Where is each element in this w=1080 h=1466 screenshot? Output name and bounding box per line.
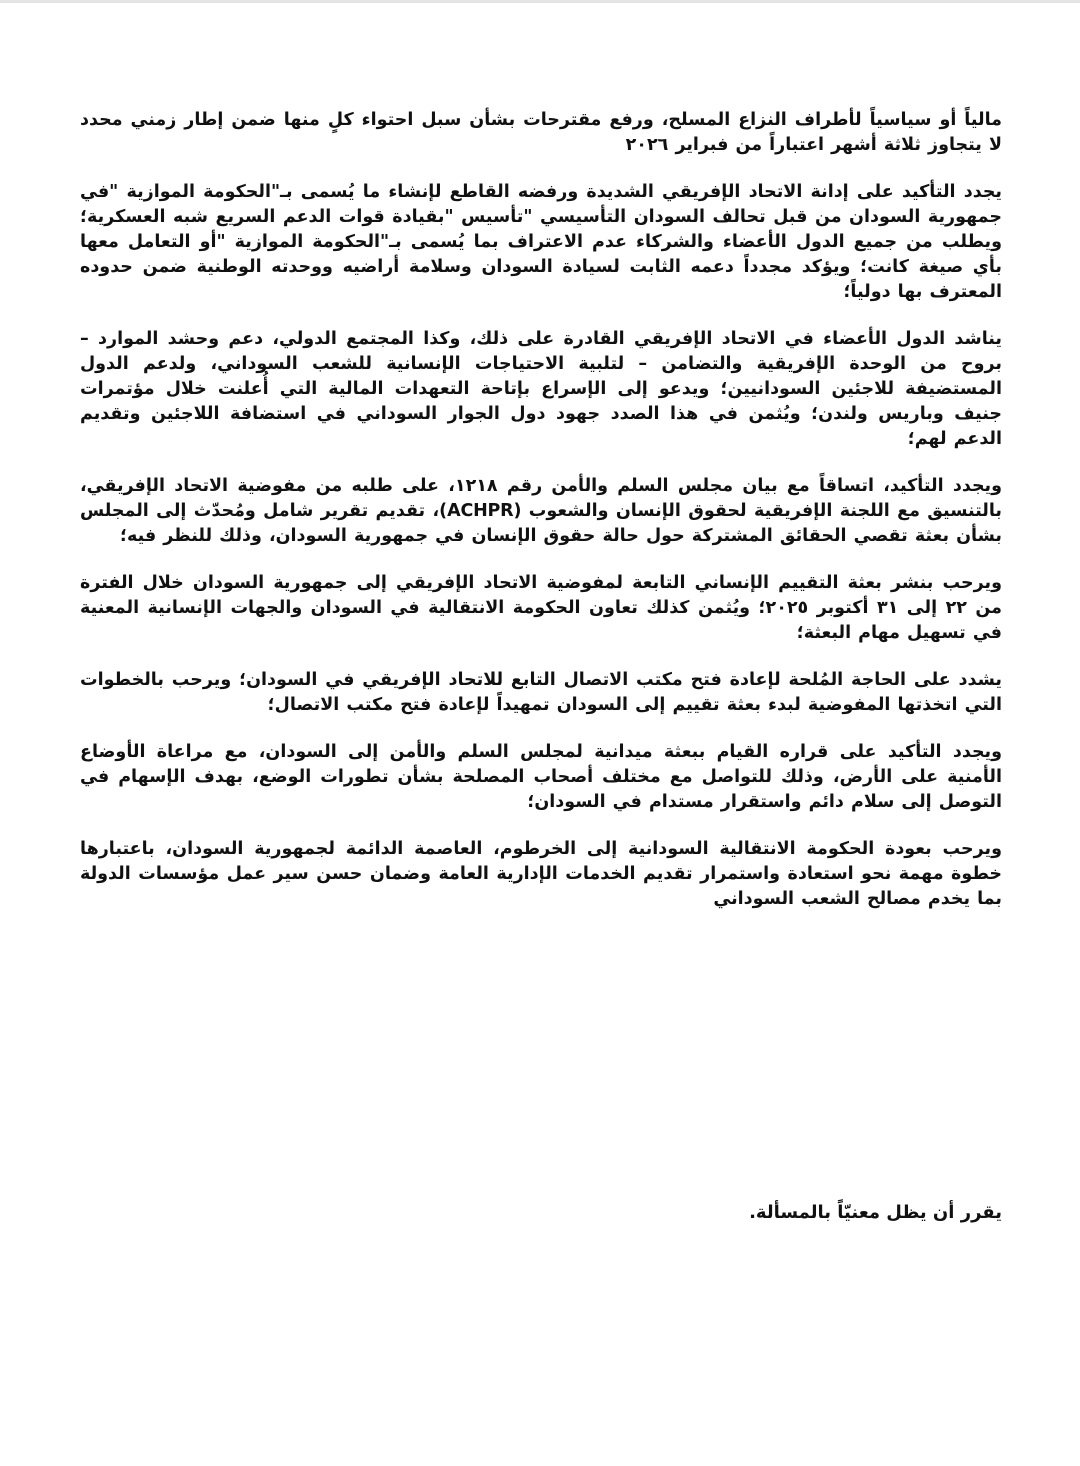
paragraph-field-mission: ويجدد التأكيد على قراره القيام ببعثة ميدانية لمجلس السلم والأمن إلى السودان، مع مراعاة الأوضاع الأمنية على الأرض، وذلك للتواصل مع مختلف أصحاب المصلحة بشأن تطورات الوضع، بهدف الإسهام في التوصل إلى سلام دائم واستقرار مستدام في السودان؛ [80, 742, 1002, 812]
paragraph-financial-political-support: مالياً أو سياسياً لأطراف النزاع المسلح، ورفع مقترحات بشأن سبل احتواء كلٍ منها ضمن إطار زمني محدد لا يتجاوز ثلاثة أشهر اعتباراً من فبراير ٢٠٢٦ [80, 110, 1002, 155]
paragraph-liaison-office: يشدد على الحاجة المُلحة لإعادة فتح مكتب الاتصال التابع للاتحاد الإفريقي في السودان؛ ويرحب بالخطوات التي اتخذتها المفوضية لبدء بعثة تقييم إلى السودان تمهيداً لإعادة فتح مكتب الاتصال؛ [80, 670, 1002, 715]
closing-decision: يقرر أن يظل معنيّاً بالمسألة. [749, 1202, 1002, 1223]
paragraph-humanitarian-appeal: يناشد الدول الأعضاء في الاتحاد الإفريقي القادرة على ذلك، وكذا المجتمع الدولي، دعم وحشد الموارد – بروح من الوحدة الإفريقية والتضامن – لتلبية الاحتياجات الإنسانية للشعب السوداني، ولدعم الدول المستضيفة للاجئين السودانيين؛ ويدعو إلى الإسراع بإتاحة التعهدات المالية التي أُعلنت خلال مؤتمرات جنيف وباريس ولندن؛ ويُثمن في هذا الصدد جهود دول الجوار السوداني في استضافة اللاجئين وتقديم الدعم لهم؛ [80, 329, 1002, 449]
paragraph-parallel-government-condemnation: يجدد التأكيد على إدانة الاتحاد الإفريقي الشديدة ورفضه القاطع لإنشاء ما يُسمى بـ"الحكومة الموازية "في جمهورية السودان من قبل تحالف السودان التأسيسي "تأسيس "بقيادة قوات الدعم السريع شبه العسكرية؛ ويطلب من جميع الدول الأعضاء والشركاء عدم الاعتراف بما يُسمى بـ"الحكومة الموازية "أو التعامل معها بأي صيغة كانت؛ ويؤكد مجدداً دعمه الثابت لسيادة السودان وسلامة أراضيه ووحدته الوطنية ضمن حدوده المعترف بها دولياً؛ [80, 182, 1002, 302]
paragraph-assessment-mission: ويرحب بنشر بعثة التقييم الإنساني التابعة لمفوضية الاتحاد الإفريقي إلى جمهورية السودان خلال الفترة من ٢٢ إلى ٣١ أكتوبر ٢٠٢٥؛ ويُثمن كذلك تعاون الحكومة الانتقالية في السودان والجهات الإنسانية المعنية في تسهيل مهام البعثة؛ [80, 573, 1002, 643]
top-edge-strip [0, 0, 1080, 3]
paragraph-human-rights-report: ويجدد التأكيد، اتساقاً مع بيان مجلس السلم والأمن رقم ١٢١٨، على طلبه من مفوضية الاتحاد الإفريقي، بالتنسيق مع اللجنة الإفريقية لحقوق الإنسان والشعوب (ACHPR)، تقديم تقرير شامل ومُحدّث إلى المجلس بشأن بعثة تقصي الحقائق المشتركة حول حالة حقوق الإنسان في جمهورية السودان، وذلك للنظر فيه؛ [80, 476, 1003, 546]
paragraph-government-return-khartoum: ويرحب بعودة الحكومة الانتقالية السودانية إلى الخرطوم، العاصمة الدائمة لجمهورية السودان، باعتبارها خطوة مهمة نحو استعادة واستمرار تقديم الخدمات الإدارية العامة وضمان حسن سير عمل مؤسسات الدولة بما يخدم مصالح الشعب السوداني [80, 839, 1002, 909]
document-page [80, 108, 1002, 934]
